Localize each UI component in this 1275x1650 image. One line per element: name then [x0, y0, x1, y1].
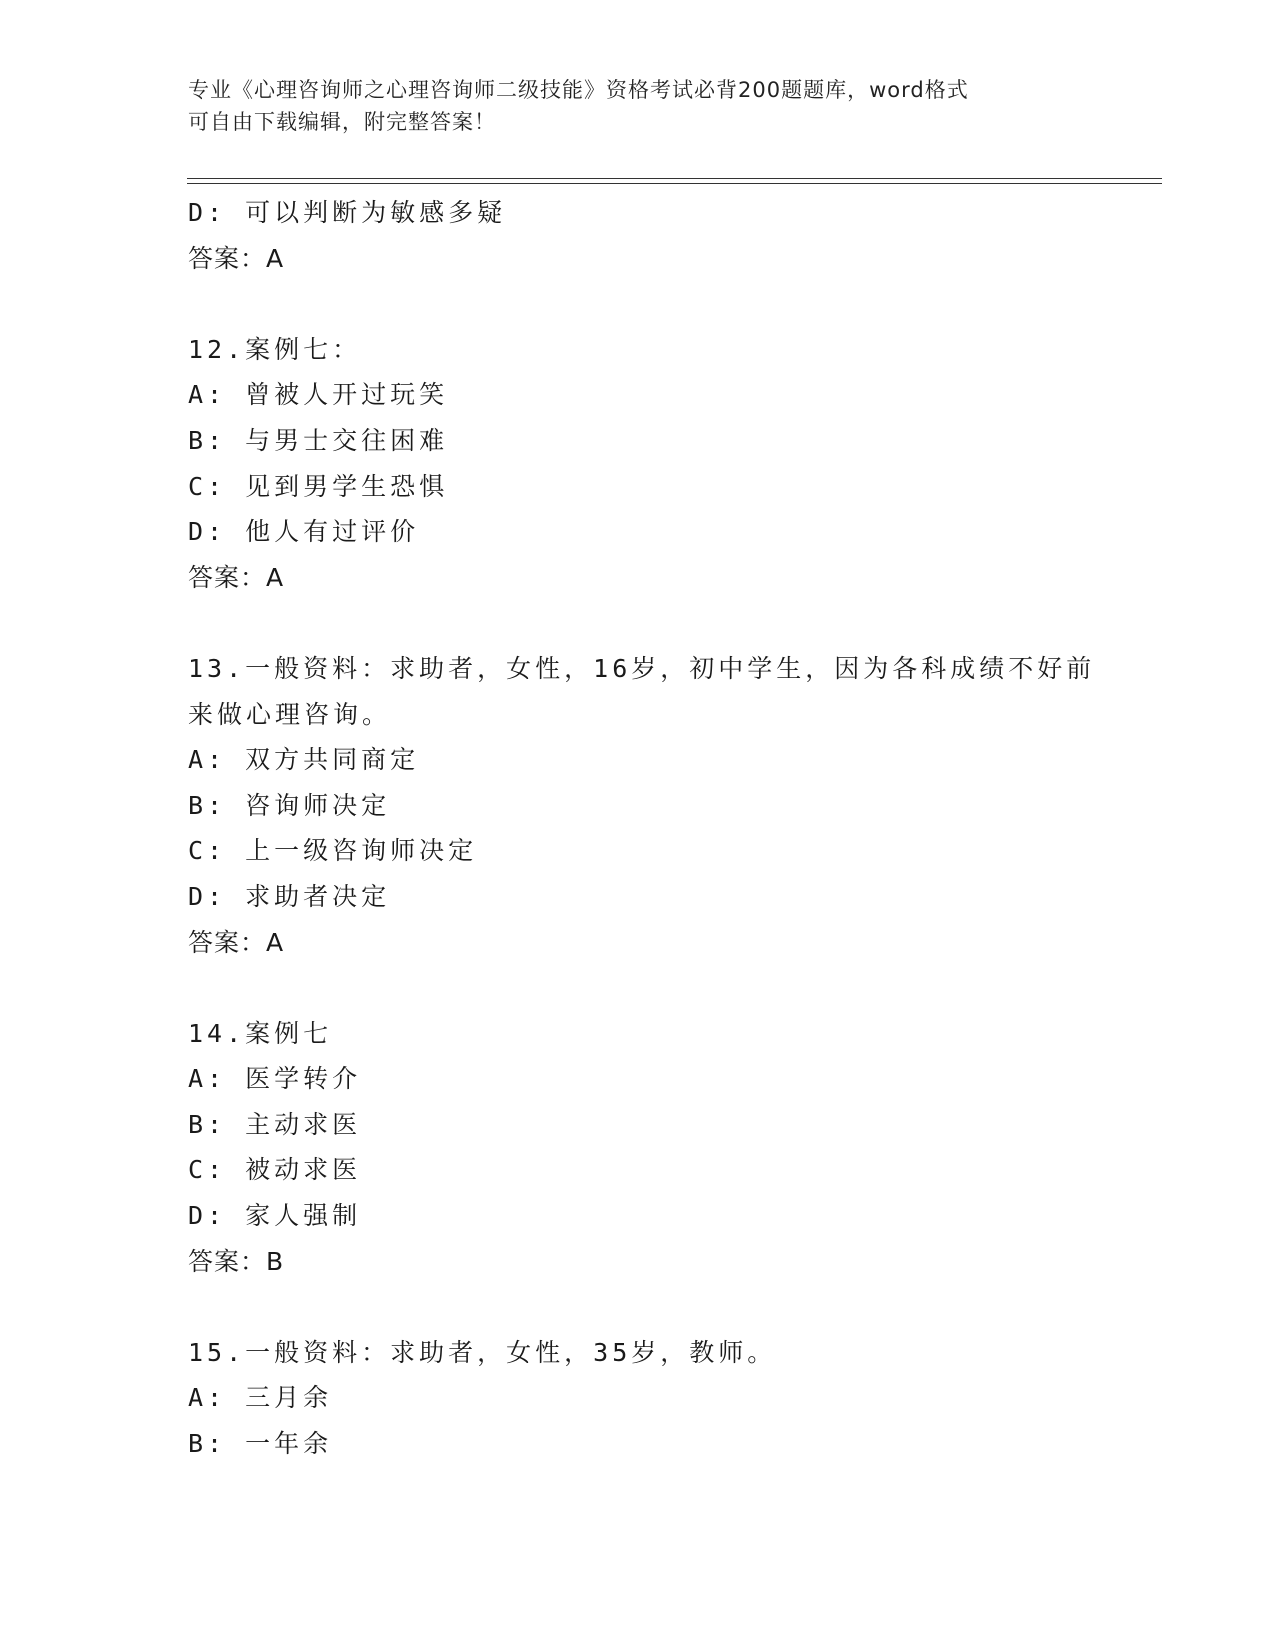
answer: 答案：B: [188, 1246, 285, 1276]
option-d: D: 他人有过评价: [188, 517, 420, 547]
option-d: D: 求助者决定: [188, 881, 391, 911]
header-divider-bottom: [187, 183, 1162, 184]
option-c: C: 见到男学生恐惧: [188, 471, 449, 501]
option-a: A: 双方共同商定: [188, 745, 420, 775]
header-title-line-1: 专业《心理咨询师之心理咨询师二级技能》资格考试必背200题题库，word格式: [188, 78, 969, 102]
option-a: A: 曾被人开过玩笑: [188, 380, 449, 410]
answer: 答案：A: [188, 243, 285, 273]
question-stem: 13.一般资料：求助者，女性，16岁，初中学生，因为各科成绩不好前: [188, 653, 1096, 683]
spacer: [188, 1284, 1148, 1330]
header-divider-top: [187, 178, 1162, 179]
question-stem: 14.案例七: [188, 1018, 333, 1048]
question-stem: 12.案例七：: [188, 334, 362, 364]
option-b: B: 咨询师决定: [188, 790, 391, 820]
page-header: [188, 74, 1088, 138]
question-stem-continued: 来做心理咨询。: [188, 699, 392, 729]
question-list: [188, 190, 1148, 1467]
option-d: D: 家人强制: [188, 1201, 362, 1231]
option-a: A: 医学转介: [188, 1064, 362, 1094]
option-c: C: 上一级咨询师决定: [188, 836, 478, 866]
answer: 答案：A: [188, 562, 285, 592]
option-b: B: 与男士交往困难: [188, 425, 449, 455]
question-stem: 15.一般资料：求助者，女性，35岁，教师。: [188, 1337, 777, 1367]
spacer: [188, 281, 1148, 327]
answer: 答案：A: [188, 927, 285, 957]
option-a: A: 三月余: [188, 1383, 333, 1413]
option-c: C: 被动求医: [188, 1155, 362, 1185]
option-b: B: 主动求医: [188, 1109, 362, 1139]
option-d: D: 可以判断为敏感多疑: [188, 198, 507, 227]
spacer: [188, 600, 1148, 646]
header-title-line-2: 可自由下载编辑，附完整答案！: [188, 110, 496, 134]
spacer: [188, 965, 1148, 1011]
option-b: B: 一年余: [188, 1429, 333, 1459]
